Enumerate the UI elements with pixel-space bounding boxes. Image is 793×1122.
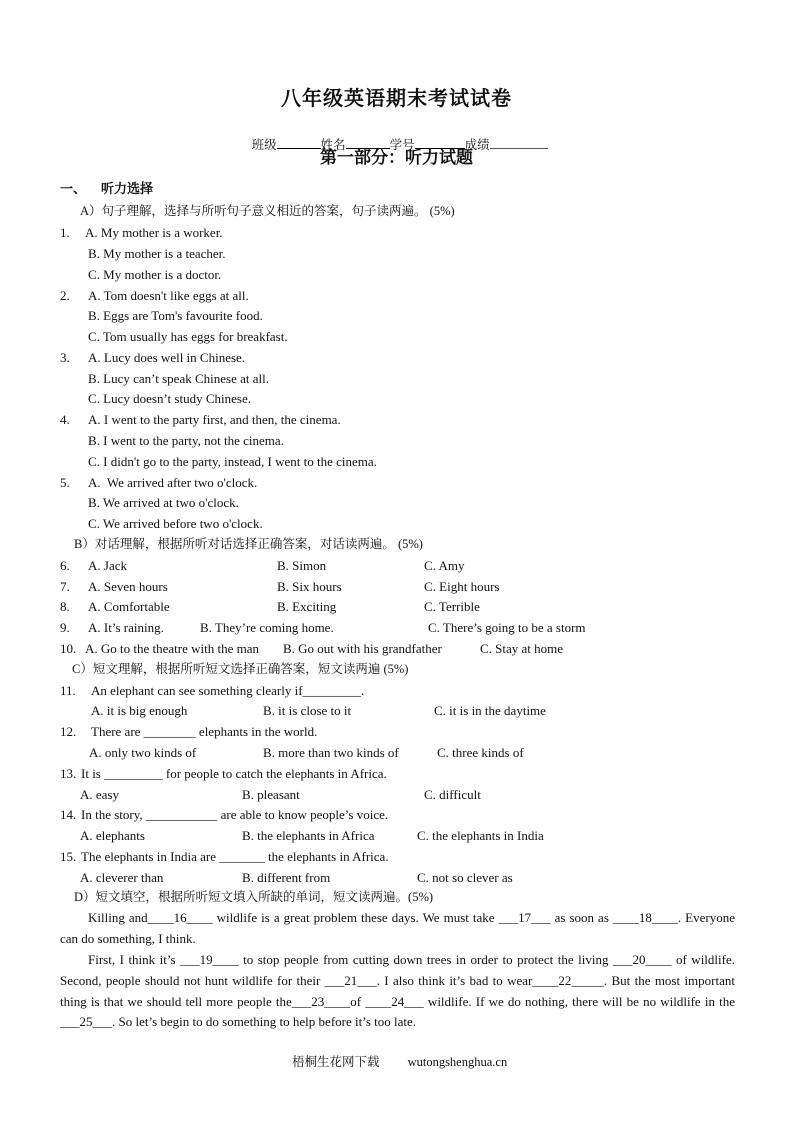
question-stem: There are ________ elephants in the world. [91, 724, 318, 739]
option: B. Six hours [277, 579, 342, 594]
question-number: 15. [60, 849, 77, 864]
question-number: 11. [60, 683, 76, 698]
option: B. different from [242, 870, 331, 885]
name-blank[interactable] [346, 137, 390, 149]
option: C. difficult [424, 787, 481, 802]
option: B. the elephants in Africa [242, 828, 375, 843]
footer-source: 梧桐生花网下载 [292, 1054, 380, 1069]
question-number: 4. [60, 412, 70, 427]
option: A. I went to the party first, and then, the cinema. [88, 412, 341, 427]
option: C. We arrived before two o'clock. [88, 516, 263, 531]
option: C. Lucy doesn’t study Chinese. [88, 391, 251, 406]
name-label: 姓名 [320, 137, 346, 152]
option: A. We arrived after two o'clock. [88, 475, 258, 490]
footer-url[interactable]: wutongshenghua.cn [407, 1054, 508, 1069]
option: B. more than two kinds of [263, 745, 399, 760]
option: A. it is big enough [91, 703, 188, 718]
option: B. Go out with his grandfather [283, 641, 442, 656]
option: B. it is close to it [263, 703, 352, 718]
option: C. not so clever as [417, 870, 513, 885]
option: A. Comfortable [88, 599, 170, 614]
question-number: 5. [60, 475, 70, 490]
part-d-instruction: D）短文填空，根据所听短文填入所缺的单词，短文读两遍。(5%) [74, 890, 434, 904]
question-number: 10. [60, 641, 77, 656]
part-c-instruction: C）短文理解，根据所听短文选择正确答案，短文读两遍 (5%) [72, 662, 409, 676]
option: A. Tom doesn't like eggs at all. [88, 288, 249, 303]
question-number: 12. [60, 724, 77, 739]
option: B. They’re coming home. [200, 620, 334, 635]
option: A. easy [80, 787, 119, 802]
question-number: 6. [60, 558, 70, 573]
option: A. It’s raining. [88, 620, 164, 635]
option: B. We arrived at two o'clock. [88, 495, 239, 510]
option: C. it is in the daytime [434, 703, 546, 718]
part-title: 第一部分：听力试题 [320, 148, 473, 168]
question-number: 14. [60, 807, 77, 822]
student-id-blank[interactable] [415, 137, 465, 149]
part-a-instruction: A）句子理解，选择与所听句子意义相近的答案，句子读两遍。 (5%) [80, 204, 455, 218]
option: B. pleasant [242, 787, 300, 802]
question-number: 2. [60, 288, 70, 303]
question-stem: An elephant can see something clearly if_________. [91, 683, 365, 698]
option: C. three kinds of [437, 745, 524, 760]
option: A. Jack [88, 558, 127, 573]
footer [0, 1043, 793, 1068]
option: C. Stay at home [480, 641, 564, 656]
option: A. Lucy does well in Chinese. [88, 350, 246, 365]
option: A. elephants [80, 828, 145, 843]
option: C. Amy [424, 558, 465, 573]
option: B. My mother is a teacher. [88, 246, 226, 261]
student-id-label: 学号 [389, 137, 415, 152]
option: A. only two kinds of [89, 745, 197, 760]
option: B. Eggs are Tom's favourite food. [88, 308, 263, 323]
option: A. cleverer than [80, 870, 164, 885]
question-stem: The elephants in India are _______ the elephants in Africa. [81, 849, 389, 864]
class-label: 班级 [251, 137, 277, 152]
question-number: 13. [60, 766, 77, 781]
section-number: 一、 [60, 182, 87, 197]
option: C. There’s going to be a storm [428, 620, 586, 635]
option: C. Eight hours [424, 579, 500, 594]
question-number: 1. [60, 225, 70, 240]
option: B. I went to the party, not the cinema. [88, 433, 284, 448]
exam-title: 八年级英语期末考试试卷 [281, 86, 512, 110]
question-stem: In the story, ___________ are able to know people’s voice. [81, 807, 389, 822]
class-blank[interactable] [277, 137, 321, 149]
question-number: 8. [60, 599, 70, 614]
question-number: 7. [60, 579, 70, 594]
option: C. Terrible [424, 599, 480, 614]
part-b-instruction: B）对话理解，根据所听对话选择正确答案，对话读两遍。 (5%) [74, 537, 423, 551]
student-info-line [0, 124, 793, 151]
option: B. Simon [277, 558, 327, 573]
option: A. Seven hours [88, 579, 168, 594]
cloze-paragraph-2: First, I think it’s ___19____ to stop people from cutting down trees in order to protect the living ___20____ of wildlife. Second, people should not hunt wildlife for their ___21___. I also think it’s bad to wear____22_____. But the most important thing is that we should tell more people the___23____of ____24___ wildlife. If we do nothing, there will be no wildlife in the ___25___. So let’s begin to do something to help before it’s too late. [60, 952, 735, 1030]
score-label: 成绩 [464, 137, 490, 152]
score-blank[interactable] [490, 137, 548, 149]
option: A. Go to the theatre with the man [85, 641, 260, 656]
option: B. Exciting [277, 599, 337, 614]
option: C. the elephants in India [417, 828, 544, 843]
option: C. My mother is a doctor. [88, 267, 222, 282]
question-number: 3. [60, 350, 70, 365]
option: C. I didn't go to the party, instead, I went to the cinema. [88, 454, 377, 469]
question-number: 9. [60, 620, 70, 635]
option: B. Lucy can’t speak Chinese at all. [88, 371, 269, 386]
question-stem: It is _________ for people to catch the elephants in Africa. [81, 766, 387, 781]
section-title: 听力选择 [101, 182, 154, 197]
cloze-paragraph-1: Killing and____16____ wildlife is a great problem these days. We must take ___17___ as soon as ____18____. Everyone can do something, I think. [60, 910, 735, 946]
option: C. Tom usually has eggs for breakfast. [88, 329, 288, 344]
option: A. My mother is a worker. [85, 225, 223, 240]
